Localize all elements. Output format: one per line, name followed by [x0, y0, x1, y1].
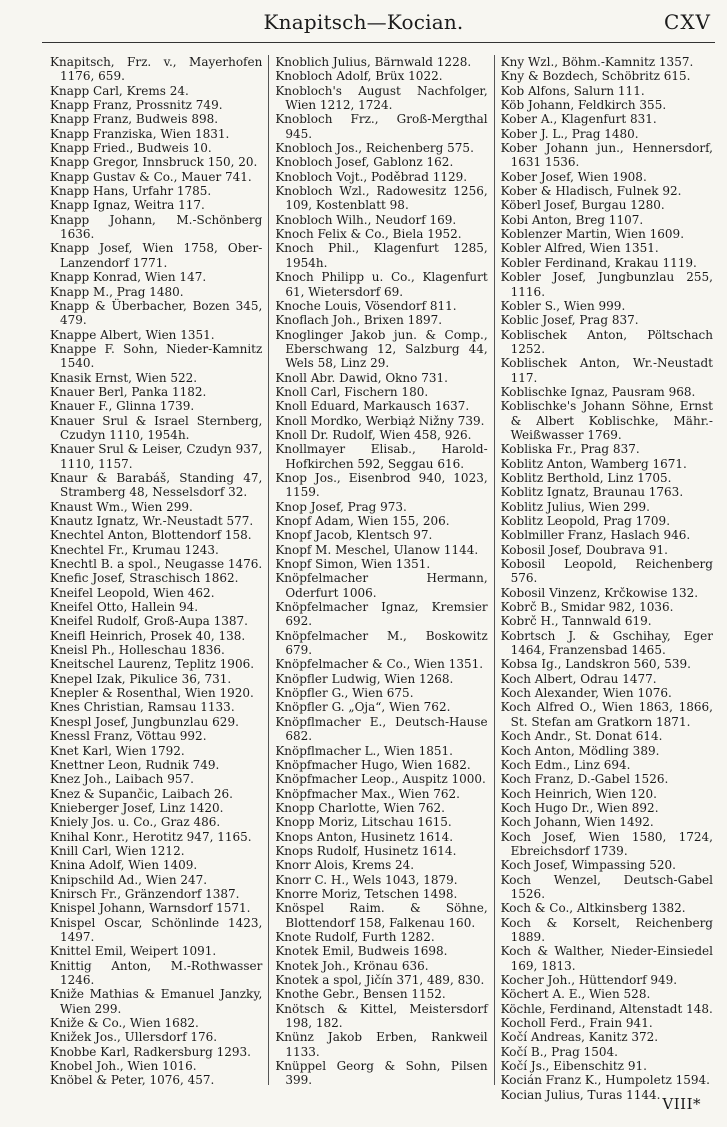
- directory-entry: Knoll Carl, Fischern 180.: [275, 384, 429, 399]
- directory-entry: Knothe Gebr., Bensen 1152.: [275, 987, 446, 1002]
- directory-entry: Kobler Ferdinand, Krakau 1119.: [500, 255, 697, 270]
- directory-entry: Kober Josef, Wien 1908.: [500, 169, 647, 184]
- directory-entry: Koch & Co., Altkinsberg 1382.: [500, 901, 686, 916]
- directory-entry: Knittel Emil, Weipert 1091.: [50, 944, 217, 959]
- directory-entry: Knapp M., Prag 1480.: [50, 284, 184, 299]
- directory-entry: Kneifl Heinrich, Prosek 40, 138.: [50, 628, 246, 643]
- directory-entry: Kobsa Ig., Landskron 560, 539.: [500, 657, 691, 672]
- directory-entry: Knauer F., Glinna 1739.: [50, 399, 195, 414]
- directory-entry: Knessl Franz, Vöttau 992.: [50, 729, 207, 744]
- directory-entry: Knoche Louis, Vösendorf 811.: [275, 298, 457, 313]
- directory-entry: Knapp & Überbacher, Bozen 345, 479.: [50, 298, 263, 328]
- directory-entry: Koch Heinrich, Wien 120.: [500, 786, 657, 801]
- directory-entry: Knapp Franz, Prossnitz 749.: [50, 98, 223, 113]
- directory-entry: Knobloch Vojt., Poděbrad 1129.: [275, 169, 468, 184]
- directory-entry: Kobi Anton, Breg 1107.: [500, 212, 644, 227]
- directory-entry: Knoll Dr. Rudolf, Wien 458, 926.: [275, 427, 472, 442]
- directory-entry: Knoglinger Jakob jun. & Comp., Eberschwang 12, Salzburg 44, Wels 58, Linz 29.: [275, 327, 488, 371]
- directory-entry: Koch Andr., St. Donat 614.: [500, 729, 663, 744]
- directory-entry: Koblenzer Martin, Wien 1609.: [500, 227, 685, 242]
- directory-entry: Knopf Simon, Wien 1351.: [275, 557, 431, 572]
- directory-entry: Knirsch Fr., Gränzendorf 1387.: [50, 886, 240, 901]
- directory-entry: Kniže & Co., Wien 1682.: [50, 1016, 199, 1031]
- page-title: Knapitsch—Kocian.: [263, 10, 464, 34]
- directory-entry: Kny Wzl., Böhm.-Kamnitz 1357.: [500, 55, 694, 69]
- directory-entry: Kober J. L., Prag 1480.: [500, 126, 639, 141]
- directory-entry: Knipschild Ad., Wien 247.: [50, 872, 208, 887]
- directory-entry: Knobloch Frz., Groß-Mergthal 945.: [275, 112, 488, 141]
- directory-entry: Knaur & Barabáš, Standing 47, Stramberg 48, Nesselsdorf 32.: [50, 470, 263, 500]
- directory-entry: Knöpfelmacher Ignaz, Kremsier 692.: [275, 600, 488, 629]
- directory-entry: Koch Johann, Wien 1492.: [500, 815, 654, 830]
- directory-entry: Knöpfler G., Wien 675.: [275, 686, 414, 701]
- directory-entry: Knopp Moriz, Litschau 1615.: [275, 815, 452, 830]
- directory-entry: Knauer Srul & Leiser, Czudyn 937, 1110, 1157.: [50, 442, 263, 471]
- directory-entry: Knižek Jos., Ullersdorf 176.: [50, 1030, 218, 1045]
- directory-entry: Knapp Franz, Budweis 898.: [50, 112, 219, 127]
- directory-entry: Knöpfelmacher & Co., Wien 1351.: [275, 657, 484, 672]
- directory-entry: Knünz Jakob Erben, Rankweil 1133.: [275, 1030, 488, 1059]
- directory-entry: Koblischke Ignaz, Pausram 968.: [500, 384, 696, 399]
- directory-entry: Koch Hugo Dr., Wien 892.: [500, 800, 659, 815]
- directory-entry: Knobloch Josef, Gablonz 162.: [275, 155, 454, 170]
- directory-entry: Knispel Oscar, Schönlinde 1423, 1497.: [50, 915, 263, 944]
- directory-columns: [44, 55, 719, 1102]
- directory-entry: Knotek Joh., Krönau 636.: [275, 958, 429, 973]
- directory-entry: Knapp Fried., Budweis 10.: [50, 141, 212, 156]
- directory-entry: Kneifel Leopold, Wien 462.: [50, 585, 215, 600]
- directory-entry: Koch & Walther, Nieder-Einsiedel 169, 1813.: [500, 944, 713, 973]
- directory-entry: Koch Josef, Wimpassing 520.: [500, 858, 676, 873]
- directory-entry: Kniže Mathias & Emanuel Janzky, Wien 299.: [50, 987, 263, 1016]
- directory-entry: Knepler & Rosenthal, Wien 1920.: [50, 686, 254, 701]
- directory-entry: Kobrč H., Tannwald 619.: [500, 614, 652, 629]
- directory-entry: Kobler Alfred, Wien 1351.: [500, 241, 659, 256]
- directory-entry: Köchle, Ferdinand, Altenstadt 148.: [500, 1001, 713, 1016]
- directory-entry: Knappe F. Sohn, Nieder-Kamnitz 1540.: [50, 341, 263, 371]
- directory-entry: Knapp Josef, Wien 1758, Ober-Lanzendorf 1771.: [50, 241, 263, 270]
- directory-entry: Kober Johann jun., Hennersdorf, 1631 1536.: [500, 141, 713, 170]
- directory-entry: Knobbe Karl, Radkersburg 1293.: [50, 1044, 251, 1059]
- directory-entry: Knes Christian, Ramsau 1133.: [50, 700, 235, 715]
- column-2: [268, 55, 493, 1088]
- directory-entry: Knapp Carl, Krems 24.: [50, 83, 189, 98]
- directory-entry: Knittig Anton, M.-Rothwasser 1246.: [50, 958, 263, 987]
- directory-entry: Koblitz Ignatz, Braunau 1763.: [500, 485, 684, 500]
- directory-entry: Köb Johann, Feldkirch 355.: [500, 98, 667, 113]
- directory-entry: Knopf Adam, Wien 155, 206.: [275, 514, 450, 528]
- directory-entry: Kocholl Ferd., Frain 941.: [500, 1016, 653, 1031]
- directory-entry: Koblitz Anton, Wamberg 1671.: [500, 456, 687, 471]
- directory-entry: Knollmayer Elisab., Harold-Hofkirchen 592, Seggau 616.: [275, 442, 488, 471]
- directory-entry: Knotek Emil, Budweis 1698.: [275, 944, 448, 959]
- directory-entry: Kočí Js., Eibenschitz 91.: [500, 1059, 647, 1074]
- directory-entry: Knöpfmacher Hugo, Wien 1682.: [275, 757, 471, 772]
- directory-entry: Koblischek Anton, Wr.-Neustadt 117.: [500, 356, 713, 385]
- directory-entry: Knill Carl, Wien 1212.: [50, 843, 185, 858]
- directory-entry: Kob Alfons, Salurn 111.: [500, 83, 645, 98]
- directory-entry: Knina Adolf, Wien 1409.: [50, 858, 198, 873]
- directory-entry: Knorr Alois, Krems 24.: [275, 858, 415, 873]
- page-number: CXV: [664, 10, 711, 34]
- directory-entry: Knoch Philipp u. Co., Klagenfurt 61, Wietersdorf 69.: [275, 270, 488, 299]
- directory-entry: Koch Anton, Mödling 389.: [500, 743, 660, 758]
- directory-entry: Kočí B., Prag 1504.: [500, 1044, 618, 1059]
- directory-entry: Koblitz Julius, Wien 299.: [500, 499, 650, 514]
- directory-entry: Knöpfler Ludwig, Wien 1268.: [275, 671, 454, 686]
- directory-entry: Knapp Hans, Urfahr 1785.: [50, 184, 212, 199]
- directory-entry: Koch Franz, D.-Gabel 1526.: [500, 772, 669, 787]
- directory-entry: Knops Anton, Husinetz 1614.: [275, 829, 454, 844]
- directory-entry: Knoll Abr. Dawid, Okno 731.: [275, 370, 448, 385]
- directory-entry: Koch Alexander, Wien 1076.: [500, 686, 672, 701]
- directory-entry: Knopp Charlotte, Wien 762.: [275, 800, 445, 815]
- directory-entry: Knorr C. H., Wels 1043, 1879.: [275, 872, 458, 887]
- directory-entry: Kobosil Vinzenz, Krčkowise 132.: [500, 585, 699, 600]
- directory-entry: Knüppel Georg & Sohn, Pilsen 399.: [275, 1059, 488, 1088]
- directory-entry: Knapp Johann, M.-Schönberg 1636.: [50, 212, 263, 242]
- directory-entry: Kobosil Josef, Doubrava 91.: [500, 542, 668, 557]
- directory-entry: Knöpfelmacher Hermann, Oderfurt 1006.: [275, 571, 488, 600]
- directory-entry: Knapp Gustav & Co., Mauer 741.: [50, 169, 252, 184]
- directory-entry: Köberl Josef, Burgau 1280.: [500, 198, 665, 213]
- directory-entry: Kobler S., Wien 999.: [500, 298, 626, 313]
- directory-entry: Kočí Andreas, Kanitz 372.: [500, 1030, 659, 1045]
- column-3: [494, 55, 719, 1102]
- directory-entry: Knet Karl, Wien 1792.: [50, 743, 185, 758]
- page-header: [0, 6, 727, 36]
- directory-entry: Knöpfmacher Leop., Auspitz 1000.: [275, 772, 486, 787]
- directory-entry: Kocher Joh., Hüttendorf 949.: [500, 973, 678, 987]
- directory-entry: Knapp Ignaz, Weitra 117.: [50, 198, 205, 213]
- directory-entry: Koch Josef, Wien 1580, 1724, Ebreichsdorf 1739.: [500, 829, 713, 858]
- directory-entry: Knihal Konr., Herotitz 947, 1165.: [50, 829, 252, 844]
- column-1: [44, 55, 268, 1088]
- directory-entry: Knoll Mordko, Werbiąż Nižny 739.: [275, 413, 485, 428]
- directory-entry: Koblitz Berthold, Linz 1705.: [500, 470, 672, 485]
- directory-entry: Knez & Supančic, Laibach 26.: [50, 786, 233, 801]
- directory-entry: Knauer Berl, Panka 1182.: [50, 384, 207, 399]
- directory-entry: Knotek a spol, Jičín 371, 489, 830.: [275, 973, 485, 987]
- directory-entry: Knötsch & Kittel, Meistersdorf 198, 182.: [275, 1001, 488, 1031]
- directory-entry: Knasik Ernst, Wien 522.: [50, 370, 198, 385]
- directory-entry: Kobrč B., Smidar 982, 1036.: [500, 600, 674, 615]
- directory-entry: Koblitz Leopold, Prag 1709.: [500, 514, 671, 528]
- directory-entry: Kobosil Leopold, Reichenberg 576.: [500, 557, 713, 586]
- directory-entry: Knechtel Fr., Krumau 1243.: [50, 542, 219, 557]
- directory-entry: Knoll Eduard, Markausch 1637.: [275, 399, 470, 414]
- directory-entry: Knapp Konrad, Wien 147.: [50, 270, 207, 285]
- directory-entry: Kocián Franz K., Humpoletz 1594.: [500, 1073, 710, 1088]
- directory-entry: Knespl Josef, Jungbunzlau 629.: [50, 714, 239, 729]
- directory-entry: Knorre Moriz, Tetschen 1498.: [275, 886, 458, 901]
- directory-entry: Kober A., Klagenfurt 831.: [500, 112, 657, 127]
- directory-entry: Koch & Korselt, Reichenberg 1889.: [500, 915, 713, 944]
- directory-entry: Knieberger Josef, Linz 1420.: [50, 800, 224, 815]
- directory-entry: Knöpfler G. „Oja“, Wien 762.: [275, 700, 451, 715]
- directory-entry: Köchert A. E., Wien 528.: [500, 987, 651, 1002]
- directory-entry: Knoch Phil., Klagenfurt 1285, 1954h.: [275, 241, 488, 270]
- directory-entry: Kneisl Ph., Holleschau 1836.: [50, 643, 225, 658]
- directory-entry: Knechtl B. a spol., Neugasse 1476.: [50, 557, 263, 572]
- directory-entry: Koch Wenzel, Deutsch-Gabel 1526.: [500, 872, 713, 901]
- directory-entry: Kober & Hladisch, Fulnek 92.: [500, 184, 682, 199]
- directory-entry: Koblischek Anton, Pöltschach 1252.: [500, 327, 713, 356]
- directory-entry: Kobler Josef, Jungbunzlau 255, 1116.: [500, 270, 713, 299]
- directory-entry: Koch Albert, Odrau 1477.: [500, 671, 657, 686]
- directory-entry: Knobloch Jos., Reichenberg 575.: [275, 141, 474, 156]
- directory-entry: Knobloch Wilh., Neudorf 169.: [275, 212, 457, 227]
- directory-entry: Knechtel Anton, Blottendorf 158.: [50, 528, 252, 543]
- directory-entry: Knobloch Adolf, Brüx 1022.: [275, 69, 443, 84]
- directory-entry: Knöspel Raim. & Söhne, Blottendorf 158, Falkenau 160.: [275, 901, 488, 930]
- directory-entry: Knappe Albert, Wien 1351.: [50, 327, 215, 342]
- directory-entry: Koblic Josef, Prag 837.: [500, 313, 639, 328]
- directory-entry: Kny & Bozdech, Schöbritz 615.: [500, 69, 691, 84]
- directory-entry: Knaust Wm., Wien 299.: [50, 499, 193, 514]
- directory-entry: Knobloch Wzl., Radowesitz 1256, 109, Kostenblatt 98.: [275, 184, 488, 213]
- directory-entry: Knöpflmacher L., Wien 1851.: [275, 743, 453, 758]
- directory-entry: Knopf Jacob, Klentsch 97.: [275, 528, 433, 543]
- directory-entry: Kneitschel Laurenz, Teplitz 1906.: [50, 657, 255, 672]
- directory-entry: Knepel Izak, Pikulice 36, 731.: [50, 671, 232, 686]
- directory-entry: Knapp Gregor, Innsbruck 150, 20.: [50, 155, 258, 170]
- directory-entry: Kobrtsch J. & Gschihay, Eger 1464, Franzensbad 1465.: [500, 628, 713, 658]
- directory-entry: Koch Edm., Linz 694.: [500, 757, 631, 772]
- directory-entry: Kneifel Rudolf, Groß-Aupa 1387.: [50, 614, 248, 629]
- directory-entry: Knettner Leon, Rudnik 749.: [50, 757, 220, 772]
- directory-entry: Knez Joh., Laibach 957.: [50, 772, 194, 787]
- directory-entry: Kocian Julius, Turas 1144.: [500, 1087, 661, 1102]
- directory-entry: Knispel Johann, Warnsdorf 1571.: [50, 901, 251, 916]
- directory-entry: Knöbel & Peter, 1076, 457.: [50, 1073, 215, 1088]
- directory-entry: Knoflach Joh., Brixen 1897.: [275, 313, 443, 328]
- directory-entry: Knop Josef, Prag 973.: [275, 499, 407, 514]
- signature-mark: VIII*: [662, 1095, 701, 1113]
- directory-entry: Koblischke's Johann Söhne, Ernst & Albert Koblischke, Mähr.-Weißwasser 1769.: [500, 399, 713, 442]
- directory-entry: Knöpfelmacher M., Boskowitz 679.: [275, 628, 488, 658]
- directory-entry: Knauer Srul & Israel Sternberg, Czudyn 1110, 1954h.: [50, 413, 263, 442]
- directory-entry: Kniely Jos. u. Co., Graz 486.: [50, 815, 221, 830]
- directory-entry: Knops Rudolf, Husinetz 1614.: [275, 843, 457, 858]
- directory-entry: Knoblich Julius, Bärnwald 1228.: [275, 55, 472, 69]
- directory-entry: Koblmiller Franz, Haslach 946.: [500, 528, 691, 543]
- directory-entry: Knote Rudolf, Furth 1282.: [275, 929, 435, 944]
- directory-entry: Knop Jos., Eisenbrod 940, 1023, 1159.: [275, 470, 488, 500]
- directory-entry: Knefic Josef, Straschisch 1862.: [50, 571, 239, 586]
- directory-entry: Knoch Felix & Co., Biela 1952.: [275, 227, 462, 242]
- directory-entry: Knöpflmacher E., Deutsch-Hause 682.: [275, 714, 488, 744]
- directory-entry: Knobloch's August Nachfolger, Wien 1212, 1724.: [275, 83, 488, 113]
- directory-entry: Knobel Joh., Wien 1016.: [50, 1059, 197, 1074]
- directory-entry: Knöpfmacher Max., Wien 762.: [275, 786, 460, 801]
- directory-entry: Knapp Franziska, Wien 1831.: [50, 126, 230, 141]
- directory-entry: Knapitsch, Frz. v., Mayerhofen 1176, 659.: [50, 55, 263, 84]
- directory-entry: Kobliska Fr., Prag 837.: [500, 442, 640, 457]
- directory-entry: Kneifel Otto, Hallein 94.: [50, 600, 199, 615]
- directory-entry: Knautz Ignatz, Wr.-Neustadt 577.: [50, 514, 254, 528]
- directory-entry: Knopf M. Meschel, Ulanow 1144.: [275, 542, 479, 557]
- header-rule: [42, 42, 715, 43]
- directory-entry: Koch Alfred O., Wien 1863, 1866, St. Stefan am Gratkorn 1871.: [500, 700, 713, 729]
